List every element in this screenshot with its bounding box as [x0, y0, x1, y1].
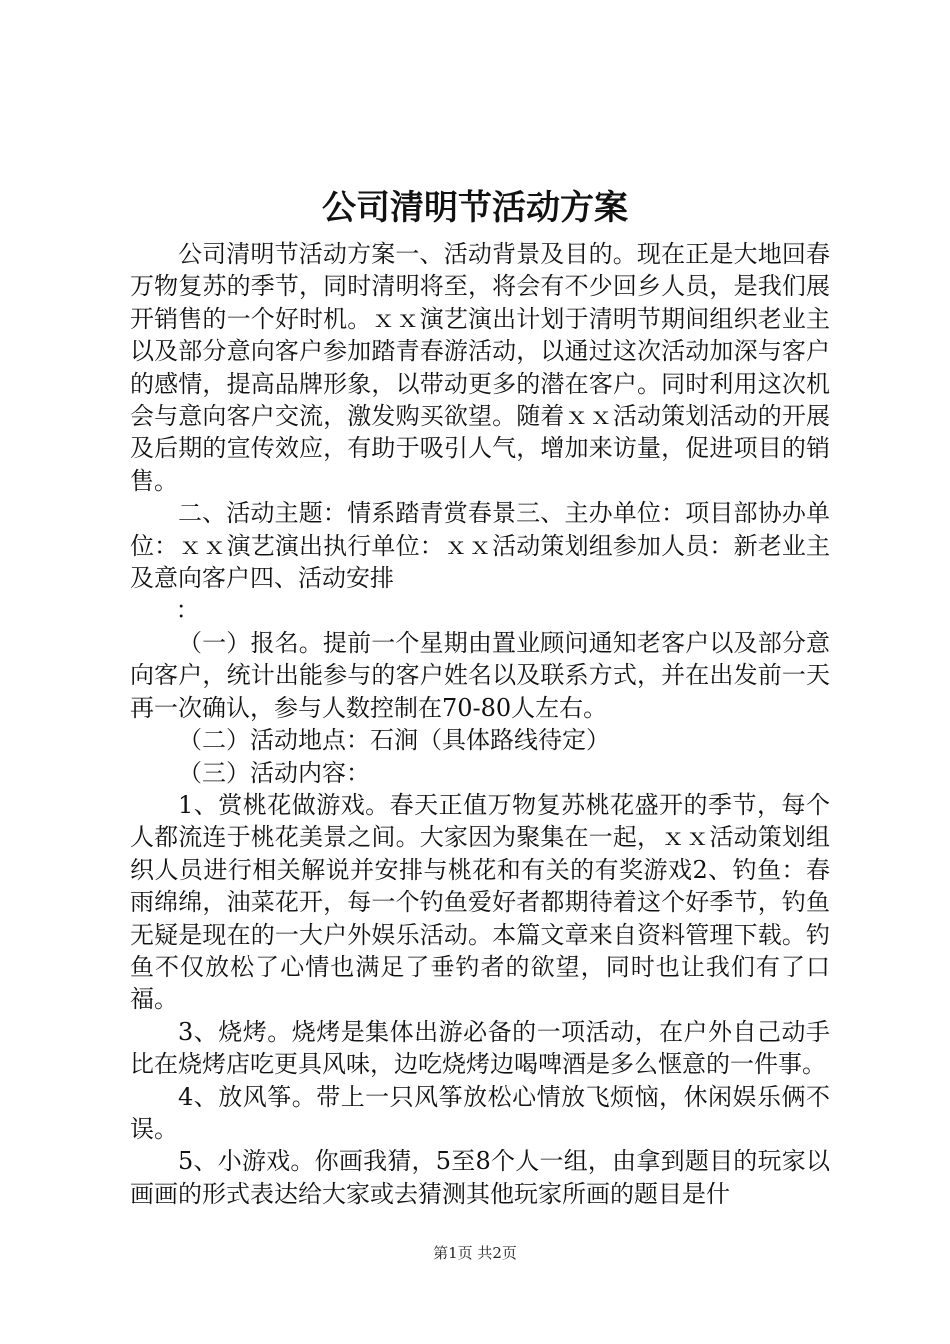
document-title: 公司清明节活动方案: [322, 188, 628, 228]
paragraph-background: 公司清明节活动方案一、活动背景及目的。现在正是大地回春万物复苏的季节，同时清明将至，将会有不少回乡人员，是我们展开销售的一个好时机。ｘｘ演艺演出计划于清明节期间组织老业主以及部分意向客户参加踏青春游活动，以通过这次活动加深与客户的感情，提高品牌形象，以带动更多的潜在客户。同时利用这次机会与意向客户交流，激发购买欲望。随着ｘｘ活动策划活动的开展及后期的宣传效应，有助于吸引人气，增加来访量，促进项目的销售。: [130, 240, 830, 495]
paragraph-colon: ：: [175, 596, 200, 625]
paragraph-peach-fishing: 1、赏桃花做游戏。春天正值万物复苏桃花盛开的季节，每个人都流连于桃花美景之间。大家因为聚集在一起，ｘｘ活动策划组织人员进行相关解说并安排与桃花和有关的有奖游戏2、钓鱼：春雨绵绵，油菜花开，每一个钓鱼爱好者都期待着这个好季节，钓鱼无疑是现在的一大户外娱乐活动。本篇文章来自资料管理下载。钓鱼不仅放松了心情也满足了垂钓者的欲望，同时也让我们有了口福。: [130, 790, 830, 1014]
document-body: [130, 238, 830, 1210]
paragraph-registration: （一）报名。提前一个星期由置业顾问通知老客户以及部分意向客户，统计出能参与的客户姓名以及联系方式，并在出发前一天再一次确认，参与人数控制在70-80人左右。: [130, 628, 830, 722]
paragraph-content-heading: （三）活动内容：: [178, 758, 370, 787]
paragraph-games: 5、小游戏。你画我猜，5至8个人一组，由拿到题目的玩家以画画的形式表达给大家或去猜测其他玩家所画的题目是什: [130, 1147, 830, 1208]
paragraph-bbq: 3、烧烤。烧烤是集体出游必备的一项活动，在户外自己动手比在烧烤店吃更具风味，边吃烧烤边喝啤酒是多么惬意的一件事。: [130, 1017, 830, 1079]
paragraph-location: （二）活动地点：石涧（具体路线待定）: [178, 726, 610, 755]
paragraph-theme-units: 二、活动主题：情系踏青赏春景三、主办单位：项目部协办单位：ｘｘ演艺演出执行单位：ｘｘ活动策划组参加人员：新老业主及意向客户四、活动安排: [130, 499, 830, 593]
page-footer: 第1页 共2页: [433, 1244, 517, 1262]
paragraph-kite: 4、放风筝。带上一只风筝放松心情放飞烦恼，休闲娱乐俩不误。: [130, 1082, 830, 1143]
